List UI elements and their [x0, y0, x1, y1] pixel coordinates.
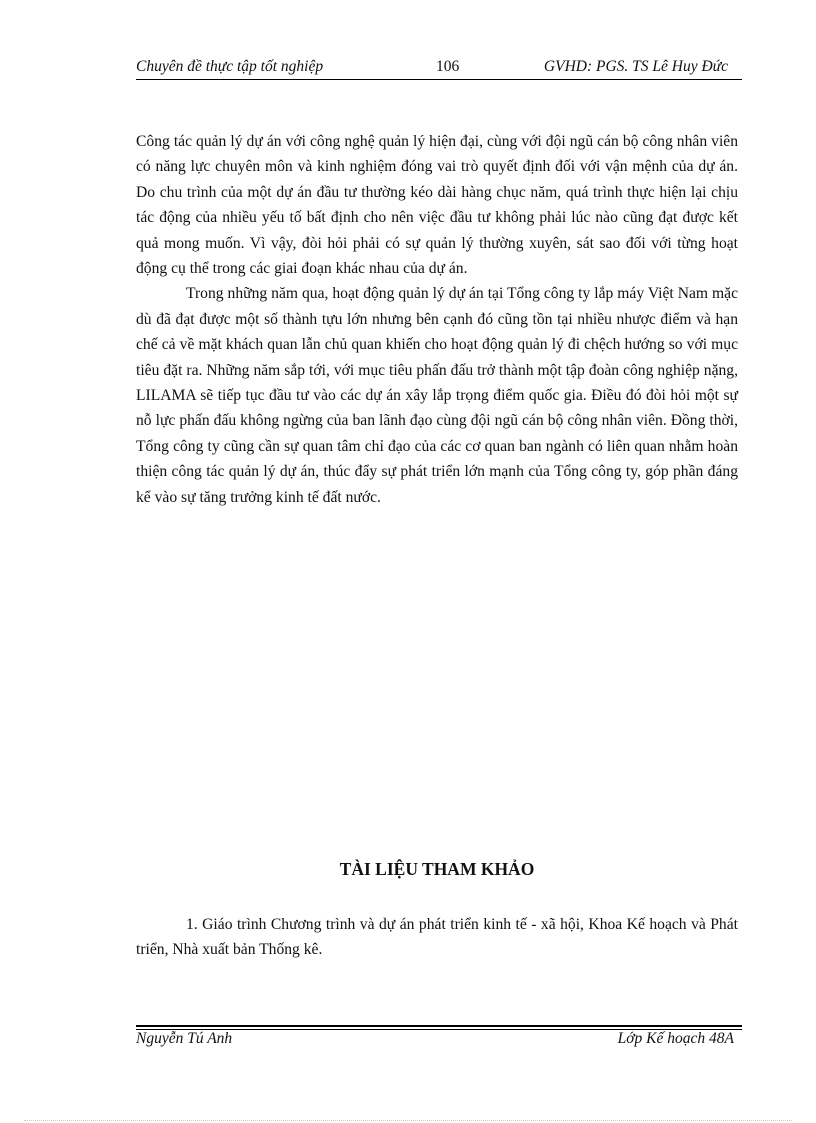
page-header	[136, 58, 742, 80]
body-paragraph-2: Trong những năm qua, hoạt động quản lý dự án tại Tổng công ty lắp máy Việt Nam mặc dù đã đạt được một số thành tựu lớn nhưng bên cạnh đó cũng tồn tại nhiều nhược điểm và hạn chế cả về mặt khách quan lẫn chủ quan khiến cho hoạt động quản lý đi chệch hướng so với mục tiêu đặt ra. Những năm sắp tới, với mục tiêu phấn đấu trở thành một tập đoàn công nghiệp nặng, LILAMA sẽ tiếp tục đầu tư vào các dự án xây lắp trọng điểm quốc gia. Điều đó đòi hỏi một sự nỗ lực phấn đấu không ngừng của ban lãnh đạo cùng đội ngũ cán bộ công nhân viên. Đồng thời, Tổng công ty cũng cần sự quan tâm chỉ đạo của các cơ quan ban ngành có liên quan nhằm hoàn thiện công tác quản lý dự án, thúc đẩy sự phát triển lớn mạnh của Tổng công ty, góp phần đáng kể vào sự tăng trưởng kinh tế đất nước.	[136, 285, 738, 506]
header-page-number: 106	[436, 58, 460, 75]
header-supervisor: GVHD: PGS. TS Lê Huy Đức	[543, 58, 728, 75]
reference-item-1: 1. Giáo trình Chương trình và dự án phát triển kinh tế - xã hội, Khoa Kế hoạch và Phát triển, Nhà xuất bản Thống kê.	[136, 916, 738, 958]
main-content	[136, 129, 738, 510]
footer-class: Lớp Kế hoạch 48A	[617, 1030, 734, 1047]
page-footer	[136, 1030, 742, 1052]
references-list	[136, 912, 738, 962]
page-bottom-edge	[24, 1120, 792, 1121]
header-divider	[136, 79, 742, 80]
footer-author: Nguyễn Tú Anh	[136, 1030, 233, 1047]
header-report-title: Chuyên đề thực tập tốt nghiệp	[136, 58, 324, 75]
references-heading: TÀI LIỆU THAM KHẢO	[339, 859, 535, 879]
footer-divider-thick	[136, 1025, 742, 1027]
body-paragraph-1: Công tác quản lý dự án với công nghệ quản lý hiện đại, cùng với đội ngũ cán bộ công nhân viên có năng lực chuyên môn và kinh nghiệm đóng vai trò quyết định đối với vận mệnh của dự án. Do chu trình của một dự án đầu tư thường kéo dài hàng chục năm, quá trình thực hiện lại chịu tác động của nhiều yếu tố bất định cho nên việc đầu tư không phải lúc nào cũng đạt được kết quả mong muốn. Vì vậy, đòi hỏi phải có sự quản lý thường xuyên, sát sao đối với từng hoạt động cụ thể trong các giai đoạn khác nhau của dự án.	[136, 133, 738, 278]
